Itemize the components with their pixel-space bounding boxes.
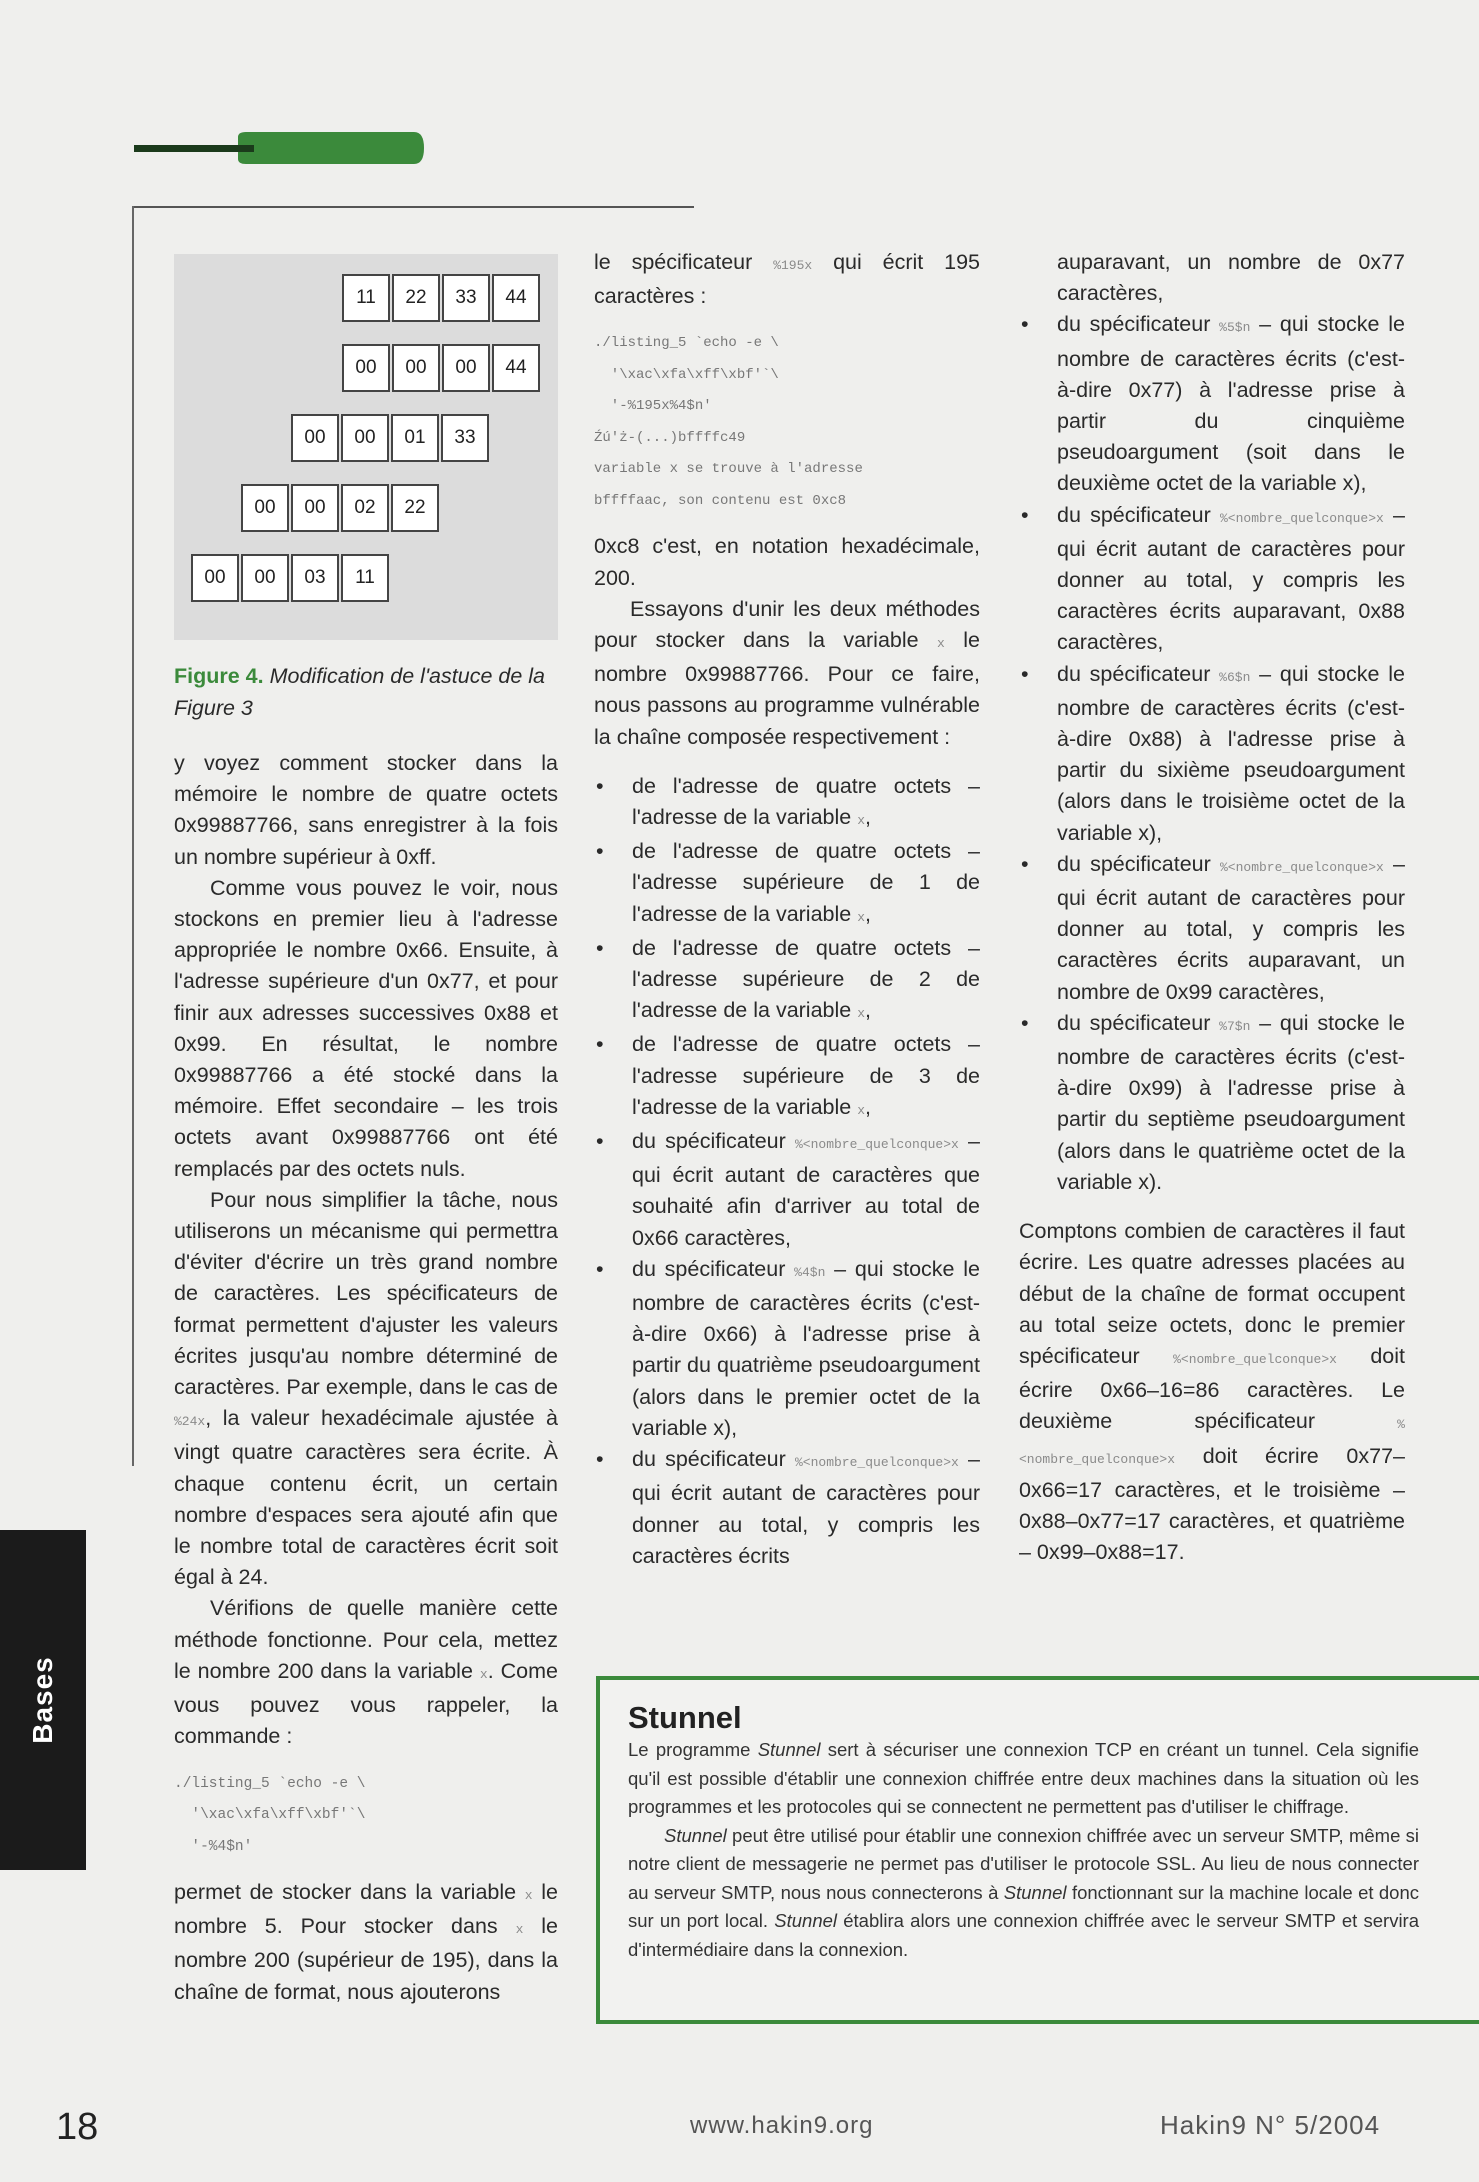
bullet-text-b: – qui écrit autant de caractères que souhaité afin d'arriver au total de 0x66 caractères,: [632, 1129, 980, 1250]
stunnel-p2-em: Stunnel: [664, 1824, 727, 1846]
column-1: [174, 748, 558, 2008]
col1-p4-code: x: [479, 1666, 488, 1682]
bullet-text-a: du spécificateur: [632, 1447, 786, 1472]
bullet-text-a: du spécificateur: [1057, 312, 1211, 337]
bullet-code: %<nombre_quelconque>x: [1220, 859, 1384, 875]
figure-caption-text: Modification de l'astuce de la Figure 3: [174, 664, 545, 720]
bullet-text-b: ,: [865, 901, 872, 926]
col1-code-listing: ./listing_5 `echo -e \ '\xac\xfa\xff\xbf'`\ '-%4$n': [174, 1775, 366, 1855]
col2-p1-text-b: qui écrit 195 caractères :: [594, 250, 980, 309]
stunnel-p1-b: sert à sécuriser une connexion TCP en créant un tunnel. Cela signifie qu'il est possible d'établir une connexion chiffrée entre deux machines dans la situation où les programmes et les protocoles qui se connectent ne permettent pas d'utiliser le chiffrage.: [628, 1739, 1419, 1817]
bullet-text-a: de l'adresse de quatre octets – l'adresse supérieure de 3 de l'adresse de la variable: [632, 1032, 980, 1119]
bullet-text-a: de l'adresse de quatre octets – l'adresse de la variable: [632, 773, 980, 830]
col1-p3-code: %24x: [174, 1414, 206, 1430]
col2-p3-text-a: Essayons d'unir les deux méthodes pour stocker dans la variable: [594, 596, 980, 653]
figure-cell: 11: [342, 274, 390, 322]
col1-paragraph-2: Comme vous pouvez le voir, nous stockons en premier lieu à l'adresse appropriée le nombre 0x66. Ensuite, à l'adresse supérieure d'un 0x77, et pour finir aux adresses successives 0x88 et 0x99. En résultat, le nombre 0x99887766 a été stocké dans la mémoire. Effet secondaire – les trois octets avant 0x99887766 ont été remplacés par des octets nuls.: [174, 875, 558, 1181]
bullet-text-b: ,: [865, 1094, 872, 1119]
footer-website: www.hakin9.org: [690, 2112, 874, 2139]
stunnel-p2-em3: Stunnel: [774, 1910, 838, 1931]
col1-paragraph-3: [174, 1185, 558, 1594]
col2-paragraph-2: 0xc8 c'est, en notation hexadécimale, 200.: [594, 534, 980, 590]
figure-cell: 01: [391, 414, 439, 462]
figure-cell: 00: [191, 554, 239, 602]
stunnel-body: [628, 1736, 1419, 1964]
header-rule: [132, 206, 694, 208]
bullet-text-a: du spécificateur: [1057, 851, 1211, 876]
col2-code-listing: ./listing_5 `echo -e \ '\xac\xfa\xff\xbf'`\ '-%195x%4$n' Źú'ż-(...)bffffc49 variable x se trouve à l'adresse bffffaac, son contenu est 0xc8: [594, 335, 863, 509]
stunnel-p2-c: établira alors une connexion chiffrée avec le serveur SMTP et servira d'intermédiaire dans la connexion.: [628, 1910, 1420, 1960]
figure-cell: 44: [492, 274, 540, 322]
bullet-text-a: du spécificateur: [1057, 502, 1211, 527]
col2-p1-code: %195x: [773, 258, 813, 273]
col2-p3-code: x: [937, 636, 945, 652]
bullet-code: x: [857, 909, 866, 925]
stunnel-sidebar: [596, 1676, 1479, 2024]
col1-p5-text-b: le nombre 5. Pour stocker dans: [174, 1880, 558, 1939]
col3-bullet-list: [1019, 247, 1405, 1198]
figure-cell: 00: [442, 344, 490, 392]
probe-icon: [134, 128, 424, 170]
stunnel-p2-em2: Stunnel: [1003, 1881, 1067, 1903]
bullet-text-b: ,: [865, 998, 872, 1023]
bullet-item: [594, 771, 980, 836]
bullet-item: [594, 1126, 980, 1254]
figure-cell: 33: [442, 274, 490, 322]
bullet-item: [1019, 659, 1405, 849]
col1-p5-code-2: x: [515, 1922, 524, 1938]
stunnel-title: Stunnel: [628, 1700, 742, 1735]
bullet-item: [1019, 309, 1405, 499]
col1-paragraph-4: [174, 1593, 558, 1752]
bullet-text-b: – qui écrit autant de caractères pour donner au total, y compris les caractères écrits auparavant, un nombre de 0x99 caractères,: [1057, 851, 1405, 1004]
figure-diagram: [174, 254, 558, 640]
bullet-text-b: – qui écrit autant de caractères pour donner au total, y compris les caractères écrits auparavant, 0x88 caractères,: [1057, 502, 1405, 655]
col1-p5-code-1: x: [524, 1888, 533, 1903]
stunnel-p2-b: fonctionnant sur la machine locale et donc sur un port local.: [628, 1881, 1420, 1931]
col1-p3-text-b: , la valeur hexadécimale ajustée à vingt quatre caractères sera écrite. À chaque contenu écrit, un certain nombre d'espaces sera ajouté afin que le nombre total de caractères écrit soit égal à 24.: [174, 1406, 558, 1590]
bullet-item: [594, 1254, 980, 1444]
bullet-code: x: [857, 1006, 866, 1022]
col1-p4-text-a: Vérifions de quelle manière cette méthode fonctionne. Pour cela, mettez le nombre 200 dans la variable: [174, 1596, 558, 1683]
bullet-text-a: de l'adresse de quatre octets – l'adresse supérieure de 1 de l'adresse de la variable: [632, 839, 980, 926]
stunnel-p1-em: Stunnel: [757, 1739, 821, 1760]
page-number: 18: [56, 2106, 99, 2148]
bullet-text-b: – qui écrit autant de caractères pour donner au total, y compris les caractères écrits: [632, 1447, 980, 1568]
col3-p-text-b: doit écrire 0x66–16=86 caractères. Le deuxième spécificateur: [1019, 1343, 1405, 1434]
stunnel-paragraph-2: [628, 1822, 1419, 1965]
bullet-code: x: [857, 1102, 866, 1118]
figure-cell: 00: [392, 344, 440, 392]
figure-caption: [174, 660, 554, 724]
bullet-text-b: ,: [865, 805, 872, 830]
bullet-item: [1019, 849, 1405, 1008]
figure-caption-label: Figure 4.: [174, 664, 264, 688]
col2-p1-text-a: le spécificateur: [594, 250, 753, 274]
bullet-code: %<nombre_quelconque>x: [1220, 510, 1384, 526]
col1-paragraph-5: [174, 1877, 558, 2008]
figure-cell: 22: [391, 484, 439, 532]
column-2: [594, 247, 980, 1572]
figure-cell: 00: [241, 554, 289, 602]
bullet-item: [594, 1029, 980, 1126]
footer-issue: Hakin9 N° 5/2004: [1160, 2110, 1381, 2140]
figure-cell: 00: [241, 484, 289, 532]
stunnel-p2-a: peut être utilisé pour établir une connexion chiffrée avec un serveur SMTP, même si notre client de messagerie ne permet pas d'utiliser le protocole SSL. Au lieu de nous connecter au serveur SMTP, nous nous connecterons à: [628, 1824, 1419, 1903]
col1-p3-text-a: Pour nous simplifier la tâche, nous utiliserons un mécanisme qui permettra d'éviter d'écrire un très grand nombre de caractères. Les spécificateurs de format permettent d'ajuster les valeurs écrites jusqu'au nombre déterminé de caractères. Par exemple, dans le cas de: [174, 1187, 558, 1400]
bullet-item: [594, 1444, 980, 1572]
bullet-text-a: de l'adresse de quatre octets – l'adresse supérieure de 2 de l'adresse de la variable: [632, 935, 980, 1023]
col1-p5-text-c: le nombre 200 (supérieur de 195), dans la chaîne de format, nous ajouterons: [174, 1914, 558, 2004]
col2-p3-text-b: le nombre 0x99887766. Pour ce faire, nous passons au programme vulnérable la chaîne composée respectivement :: [594, 628, 981, 749]
figure-cell: 02: [341, 484, 389, 532]
bullet-code: %<nombre_quelconque>x: [795, 1455, 959, 1471]
col1-p5-text-a: permet de stocker dans la variable: [174, 1880, 517, 1904]
col3-p-text-a: Comptons combien de caractères il faut écrire. Les quatre adresses placées au début de la chaîne de format occupent au total seize octets, donc le premier spécificateur: [1019, 1219, 1405, 1368]
figure-cell: 11: [341, 554, 389, 602]
bullet-item: [594, 933, 980, 1030]
bullet-text-b: – qui stocke le nombre de caractères écrits (c'est-à-dire 0x99) à l'adresse prise à partir du septième pseudoargument (alors dans le quatrième octet de la variable x).: [1057, 1010, 1405, 1194]
figure-cell: 44: [492, 344, 540, 392]
bullet-code: %7$n: [1219, 1018, 1251, 1034]
col3-p-code-1: %<nombre_quelconque>x: [1173, 1351, 1337, 1367]
bullet-text-a: du spécificateur: [632, 1256, 786, 1281]
col3-p-text-c: doit écrire 0x77–0x66=17 caractères, et le troisième – 0x88–0x77=17 caractères, et quatrième – 0x99–0x88=17.: [1019, 1443, 1405, 1565]
figure-cell: 00: [342, 344, 390, 392]
figure-cell: 00: [341, 414, 389, 462]
bullet-item: [1019, 500, 1405, 659]
col2-paragraph-1: [594, 247, 980, 312]
figure-cell: 22: [392, 274, 440, 322]
bullet-code: %6$n: [1219, 669, 1251, 685]
figure-cell: 03: [291, 554, 339, 602]
col1-p4-text-b: . Come vous pouvez vous rappeler, la commande :: [174, 1658, 558, 1749]
left-rule: [132, 206, 134, 1466]
bullet-code: %4$n: [794, 1264, 826, 1280]
bullet-text-a: du spécificateur: [1057, 1010, 1211, 1035]
stunnel-p1-a: Le programme: [628, 1739, 751, 1760]
col2-bullet-list: [594, 771, 980, 1572]
col2-paragraph-3: [594, 594, 980, 753]
col3-lead: auparavant, un nombre de 0x77 caractères,: [1057, 250, 1405, 306]
bullet-item: [1019, 1008, 1405, 1198]
bullet-text-b: – qui stocke le nombre de caractères écrits (c'est-à-dire 0x77) à l'adresse prise à partir du cinquième pseudoargument (soit dans le deuxième octet de la variable x),: [1057, 312, 1405, 496]
column-3: [1019, 247, 1405, 1568]
bullet-code: x: [857, 813, 866, 829]
col1-paragraph-1: y voyez comment stocker dans la mémoire le nombre de quatre octets 0x99887766, sans enregistrer à la fois un nombre supérieur à 0xff.: [174, 751, 558, 869]
figure-cell: 33: [441, 414, 489, 462]
section-side-tab: [0, 1530, 86, 1870]
bullet-code: %<nombre_quelconque>x: [795, 1137, 959, 1153]
col3-p-code-2: %<nombre_quelconque>x: [1019, 1417, 1405, 1467]
bullet-text-a: du spécificateur: [1057, 661, 1211, 686]
bullet-text-b: – qui stocke le nombre de caractères écrits (c'est-à-dire 0x88) à l'adresse prise à partir du sixième pseudoargument (alors dans le troisième octet de la variable x),: [1057, 661, 1405, 845]
bullet-text-a: du spécificateur: [632, 1129, 786, 1154]
side-tab-label: Bases: [27, 1656, 58, 1744]
figure-cell: 00: [291, 414, 339, 462]
col3-paragraph: [1019, 1216, 1405, 1568]
figure-cell: 00: [291, 484, 339, 532]
stunnel-paragraph-1: [628, 1736, 1419, 1822]
bullet-code: %5$n: [1219, 320, 1251, 336]
bullet-item: [594, 836, 980, 933]
bullet-text-b: – qui stocke le nombre de caractères écrits (c'est-à-dire 0x66) à l'adresse prise à partir du quatrième pseudoargument (alors dans le premier octet de la variable x),: [632, 1256, 980, 1440]
